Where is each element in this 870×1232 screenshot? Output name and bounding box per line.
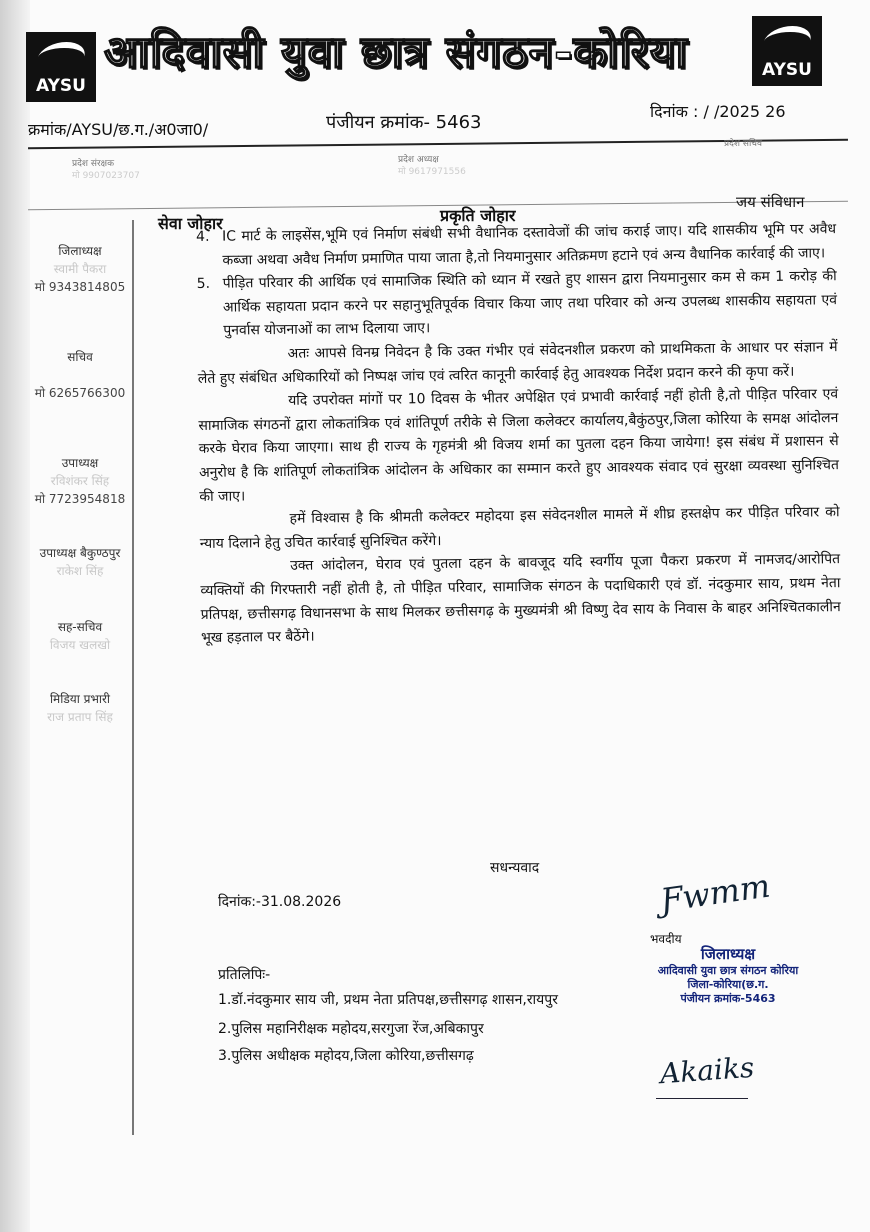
sidebar-phone: मो 6265766300 [34, 386, 126, 400]
registration-number: पंजीयन क्रमांक- 5463 [326, 112, 482, 133]
office-bearer-patron [72, 158, 140, 182]
sidebar-name: विजय खलखो [49, 638, 111, 652]
office-phone: मो 9617971556 [398, 167, 466, 177]
sidebar-vice-president [28, 454, 132, 508]
sidebar-name: रविशंकर सिंह [50, 474, 110, 488]
point-number: 4. [196, 228, 210, 245]
office-bearer-president [398, 154, 466, 178]
sidebar-name: स्वामी पैकरा [53, 262, 107, 276]
sidebar-role: उपाध्यक्ष [61, 456, 99, 470]
signature-president: Ƒwmm [657, 866, 773, 920]
point-number: 5. [196, 276, 211, 293]
sidebar-phone: मो 9343814805 [34, 280, 126, 294]
thanks-text: सधन्यवाद [490, 860, 540, 876]
office-bearer-secretary [724, 138, 762, 150]
sidebar-office-bearers [28, 220, 134, 1135]
stamp-title: जिलाध्यक्ष [700, 945, 756, 963]
official-stamp [640, 944, 816, 1006]
demand-point-4 [196, 218, 837, 273]
yours-faithfully: भवदीय [650, 932, 682, 946]
office-role: प्रदेश संरक्षक [72, 159, 115, 169]
copy-recipient: 2.पुलिस महानिरीक्षक महोदय,सरगुजा रेंज,अबिकापुर [218, 1021, 484, 1037]
sidebar-role: सह-सचिव [57, 620, 103, 634]
office-role: प्रदेश सचिव [724, 139, 763, 149]
copy-recipient: 1.डॉ.नंदकुमार साय जी, प्रथम नेता प्रतिपक्ष,छत्तीसगढ़ शासन,रायपुर [218, 992, 558, 1008]
logo-text: AYSU [36, 76, 86, 96]
letter-date-label: दिनांक : / /2025 26 [650, 102, 786, 121]
sidebar-joint-secretary [28, 618, 132, 654]
stamp-registration: पंजीयन क्रमांक-5463 [680, 992, 776, 1005]
copy-recipient: 3.पुलिस अधीक्षक महोदय,जिला कोरिया,छत्तीसगढ़ [218, 1048, 474, 1064]
greeting-prakriti-johar: प्रकृति जोहार [440, 206, 516, 225]
demand-point-5 [197, 265, 838, 344]
point-text: पीड़ित परिवार की आर्थिक एवं सामाजिक स्थिति को ध्यान में रखते हुए शासन द्वारा नियमानुसार कम से कम 1 करोड़ की आर्थिक सहायता प्रदान करने पर सहानुभूतिपूर्वक विचार किया जाए तथा परिवार को अन्य उपलब्ध शासकीय सहायता एवं पुनर्वास योजनाओं का लाभ दिलाया जाए। [222, 268, 838, 340]
point-text: IC मार्ट के लाइसेंस,भूमि एवं निर्माण संबंधी सभी वैधानिक दस्तावेजों की जांच कराई जाए। यदि शासकीय भूमि पर अवैध कब्जा अथवा अवैध निर्माण प्रमाणित पाया जाता है,तो नियमानुसार अतिक्रमण हटाने एवं अन्य वैधानिक कार्रवाई की जाए। [222, 221, 837, 269]
greeting-jai-samvidhan: जय संविधान [736, 193, 805, 211]
sidebar-role: उपाध्यक्ष बैकुण्ठपुर [39, 546, 121, 560]
sidebar-district-president [28, 242, 132, 296]
greeting-seva-johar: सेवा जोहार [158, 214, 223, 233]
stamp-org: आदिवासी युवा छात्र संगठन कोरिया [657, 964, 799, 977]
hunger-strike-paragraph: उक्त आंदोलन, घेराव एवं पुतला दहन के बावजूद यदि स्वर्गीय पूजा पैकरा प्रकरण में नामजद/आरोपित व्यक्तियों की गिरफ्तारी नहीं होती है, तो पीड़ित परिवार, सामाजिक संगठन के पदाधिकारी एवं डॉ. नंदकुमार साय, प्रथम नेता प्रतिपक्ष, छत्तीसगढ़ विधानसभा के साथ मिलकर छत्तीसगढ़ के मुख्यमंत्री श्री विष्णु देव साय के निवास के बाहर अनिश्चितकालीन भूख हड़ताल पर बैठेंगे। [200, 551, 841, 647]
sidebar-name: राज प्रताप सिंह [47, 710, 113, 724]
scan-edge-shadow [0, 0, 30, 1232]
aysu-logo-right [752, 16, 822, 86]
logo-text: AYSU [762, 60, 812, 80]
organization-title: आदिवासी युवा छात्र संगठन-कोरिया [104, 27, 688, 78]
agitation-warning-paragraph: यदि उपरोक्त मांगों पर 10 दिवस के भीतर अपेक्षित एवं प्रभावी कार्रवाई नहीं होती है,तो पीड़ित परिवार एवं सामाजिक संगठनों द्वारा लोकतांत्रिक एवं शांतिपूर्ण तरीके से जिला कलेक्टर कार्यालय,बैकुंठपुर,जिला कोरिया के समक्ष आंदोलन करके घेराव किया जाएगा। साथ ही राज्य के गृहमंत्री श्री विजय शर्मा का पुतला दहन किया जायेगा! इस संबंध में प्रशासन से अनुरोध है कि शांतिपूर्ण लोकतांत्रिक आंदोलन के अधिकार का सम्मान करते हुए आवश्यक संवाद एवं सुरक्षा व्यवस्था सुनिश्चित की जाए। [198, 386, 840, 505]
closing-date: दिनांक:-31.08.2026 [218, 894, 342, 910]
stamp-district: जिला-कोरिया(छ.ग. [687, 978, 769, 991]
sidebar-vice-president-baikunthpur [28, 544, 132, 580]
aysu-logo-left [26, 32, 96, 102]
sidebar-role: जिलाध्यक्ष [58, 244, 102, 258]
sidebar-secretary [28, 348, 132, 402]
copy-to-title: प्रतिलिपिः- [218, 967, 271, 983]
bird-icon [759, 26, 816, 56]
office-phone: मो 9907023707 [72, 171, 140, 181]
trust-paragraph: हमें विश्वास है कि श्रीमती कलेक्टर महोदया इस संवेदनशील मामले में शीघ्र हस्तक्षेप कर पीड़ित परिवार को न्याय दिलाने हेतु उचित कार्रवाई सुनिश्चित करेंगे। [199, 504, 840, 552]
sidebar-role: सचिव [67, 350, 93, 364]
bird-icon [33, 42, 90, 72]
sidebar-phone: मो 7723954818 [34, 492, 126, 506]
sub-header-divider [28, 201, 848, 211]
sidebar-role: मिडिया प्रभारी [49, 692, 111, 706]
signature-underline [656, 1098, 748, 1099]
office-role: प्रदेश अध्यक्ष [398, 155, 439, 165]
reference-number: क्रमांक/AYSU/छ.ग./अ0जा0/ [28, 120, 209, 139]
signature-second: Akaiks [658, 1050, 756, 1091]
request-paragraph: अतः आपसे विनम्र निवेदन है कि उक्त गंभीर एवं संवेदनशील प्रकरण को प्राथमिकता के आधार पर संज्ञान में लेते हुए संबंधित अधिकारियों को निष्पक्ष जांच एवं त्वरित कानूनी कार्रवाई हेतु आवश्यक निर्देश प्रदान करने की कृपा करें। [197, 339, 838, 387]
sidebar-name: राकेश सिंह [56, 564, 104, 578]
letter-body [196, 218, 841, 650]
sidebar-media-incharge [28, 690, 132, 726]
